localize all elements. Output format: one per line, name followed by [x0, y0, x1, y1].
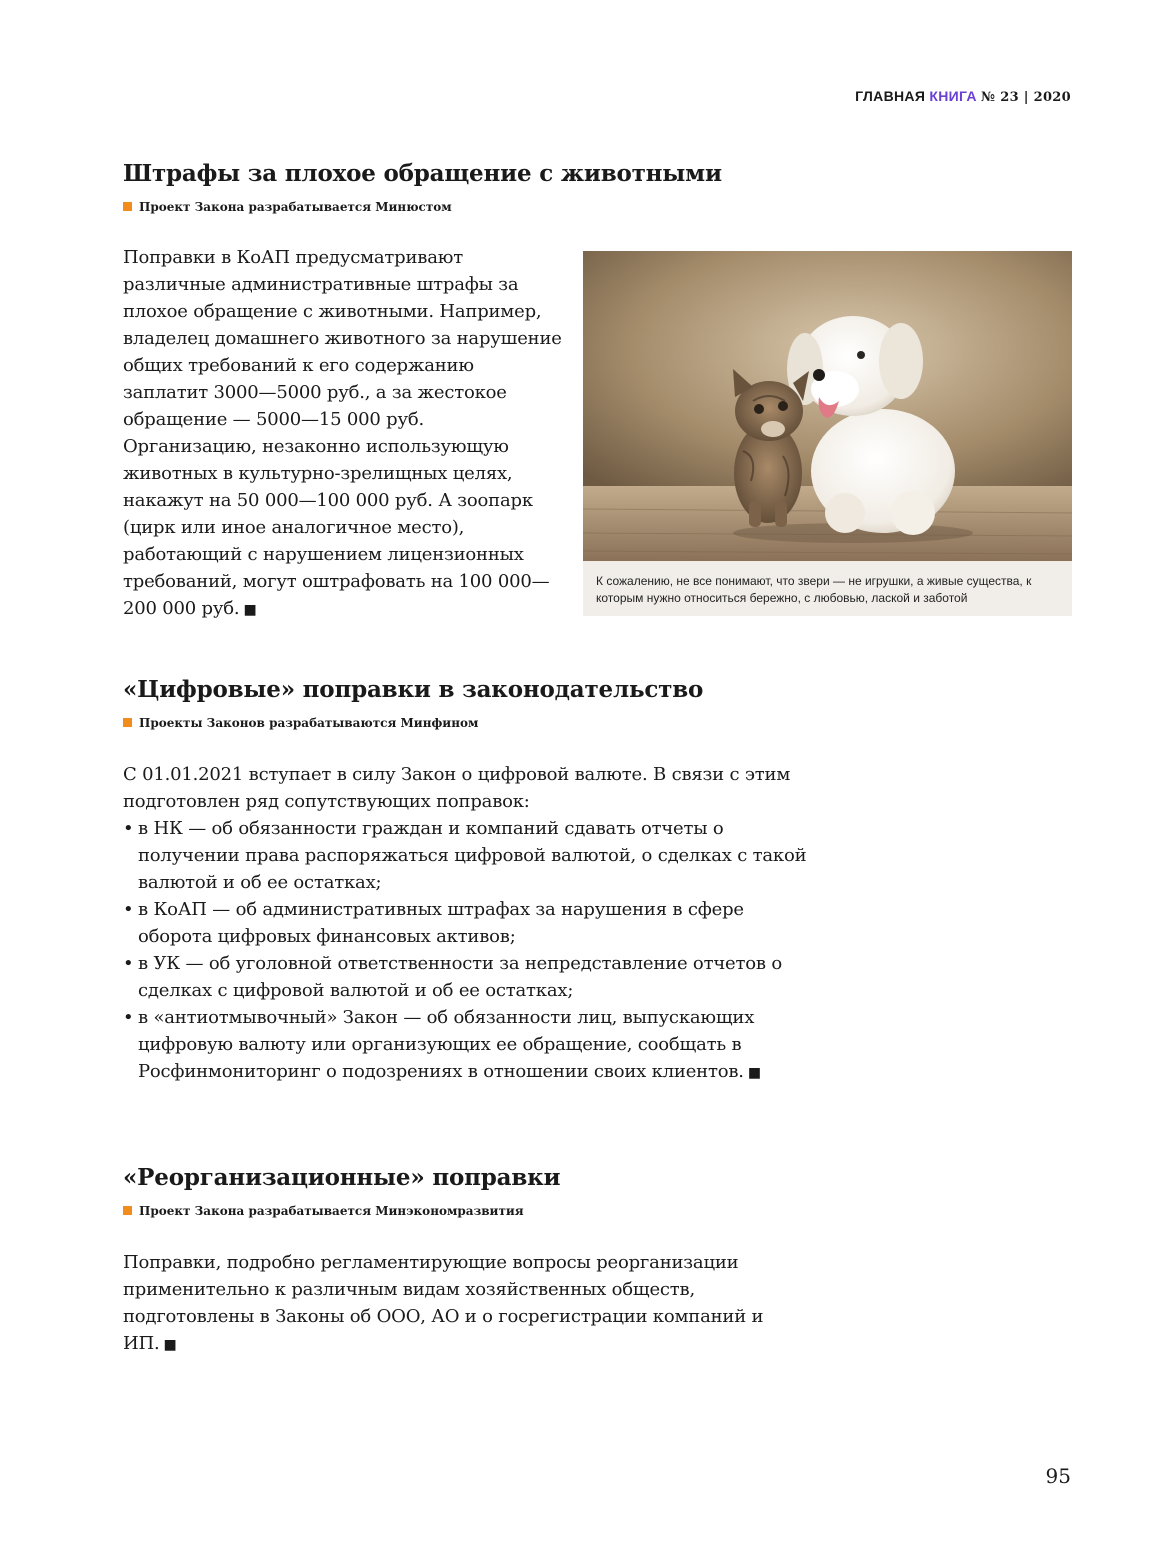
section-title: Штрафы за плохое обращение с животными	[123, 160, 722, 187]
orange-square-icon	[123, 1206, 132, 1215]
bullet-list	[123, 815, 813, 1087]
source-line	[123, 716, 813, 730]
list-item-text: в «антиотмывочный» Закон — об обязанности лиц, выпускающих цифровую валюту или организующих ее обращение, сообщать в Росфинмониторинг о подозрениях в отношении своих клиентов.	[138, 1006, 755, 1082]
source-text: Проект Закона разрабатывается Минюстом	[139, 199, 452, 214]
section-paragraph	[123, 1249, 813, 1359]
orange-square-icon	[123, 202, 132, 211]
source-text: Проекты Законов разрабатываются Минфином	[139, 715, 479, 730]
page-number: 95	[1045, 1464, 1071, 1488]
list-item: • в КоАП — об административных штрафах за нарушения в сфере оборота цифровых финансовых активов;	[123, 896, 813, 950]
source-text: Проект Закона разрабатывается Минэкономразвития	[139, 1203, 524, 1218]
source-line	[123, 200, 722, 214]
photo-caption: К сожалению, не все понимают, что звери — не игрушки, а живые существа, к которым нужно относиться бережно, с любовью, лаской и заботой	[596, 574, 1032, 605]
list-item: • в УК — об уголовной ответственности за непредставление отчетов о сделках с цифровой валютой и об ее остатках;	[123, 950, 813, 1004]
end-mark: ■	[243, 602, 257, 618]
paragraph-text: Поправки в КоАП предусматривают различные административные штрафы за плохое обращение с животными. Например, владелец домашнего животного за нарушение общих требований к его содержанию заплатит 3000—5000 руб., а за жестокое обращение — 5000—15 000 руб. Организацию, незаконно использующую животных в культурно-зрелищных целях, накажут на 50 000—100 000 руб. А зоопарк (цирк или иное аналогичное место), работающий с нарушением лицензионных требований, могут оштрафовать на 100 000—200 000 руб.	[123, 247, 562, 619]
intro-text: С 01.01.2021 вступает в силу Закон о цифровой валюте. В связи с этим подготовлен ряд сопутствующих поправок:	[123, 763, 791, 812]
end-mark: ■	[747, 1064, 761, 1081]
section-digital-amendments	[123, 676, 813, 1087]
section-paragraph	[123, 244, 563, 624]
section-reorganization	[123, 1164, 813, 1359]
running-head	[855, 88, 1071, 105]
section-body	[123, 761, 813, 1087]
end-mark: ■	[163, 1336, 177, 1353]
section-title: «Цифровые» поправки в законодательство	[123, 676, 704, 703]
source-line	[123, 1204, 813, 1218]
issue-number: № 23 | 2020	[980, 90, 1071, 105]
list-item	[123, 1004, 813, 1087]
brand-accent: КНИГА	[929, 88, 977, 104]
section-title: «Реорганизационные» поправки	[123, 1164, 561, 1191]
photo-figure	[583, 251, 1072, 616]
orange-square-icon	[123, 718, 132, 727]
kitten-puppy-photo	[583, 251, 1072, 561]
list-item: • в НК — об обязанности граждан и компаний сдавать отчеты о получении права распоряжаться цифровой валютой, о сделках с такой валютой и об ее остатках;	[123, 815, 813, 896]
paragraph-text: Поправки, подробно регламентирующие вопросы реорганизации применительно к различным видам хозяйственных обществ, подготовлены в Законы об ООО, АО и о госрегистрации компаний и ИП.	[123, 1251, 764, 1354]
brand-main: ГЛАВНАЯ	[855, 88, 926, 104]
section-animal-fines	[123, 160, 722, 619]
